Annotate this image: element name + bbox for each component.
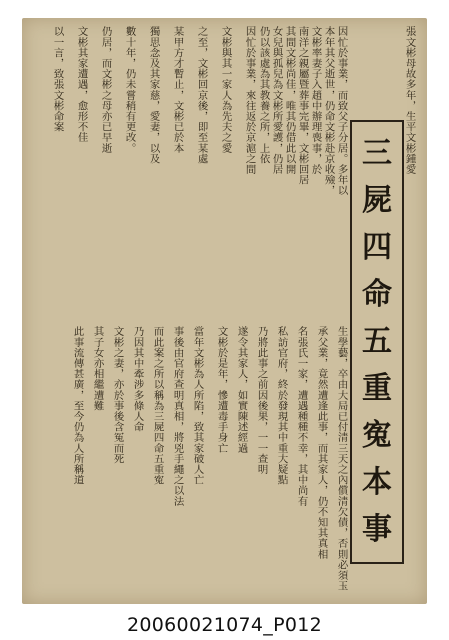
text-column: 仍以該處為其教養之所，上依: [257, 26, 270, 164]
title-char: 事: [362, 512, 392, 548]
text-column: 遂令其家人，如實陳述經過: [235, 326, 248, 454]
text-column: 南洋之親屬暨葬事完畢，文彬回居: [296, 26, 309, 185]
title-char: 三: [362, 135, 392, 171]
text-column: 因忙於事業，而致父子分居。多年以: [335, 26, 348, 196]
text-column: 因忙於事業，來往返於京滬之間: [243, 26, 256, 175]
text-column: 數十年，仍未嘗稍有更改。: [123, 26, 136, 154]
title-char: 命: [362, 276, 392, 312]
text-column: 乃因其中牽涉多條人命: [131, 326, 144, 432]
text-area: [30, 26, 416, 598]
title-char: 本: [362, 465, 392, 501]
title-box: [350, 120, 404, 564]
text-column: 而此案之所以稱為三屍四命五重寃: [151, 326, 164, 485]
image-caption: 20060021074_P012: [127, 614, 322, 636]
title-char: 五: [362, 323, 392, 359]
text-column: 某甲方才暫止，文彬已於本: [171, 26, 184, 154]
text-column: 生學藝，卒由大局已付清三天之內償清欠債，否則必須玉: [335, 326, 348, 591]
text-column: 以一言，致張文彬命案: [51, 26, 64, 132]
text-column: 當年文彬為人所陷，致其家破人亡: [191, 326, 204, 485]
title-char: 寃: [362, 418, 392, 454]
text-column: 張文彬母故多年，生平文彬鍾愛: [403, 26, 416, 175]
text-column: 文彬與其一家人為先夫之愛: [219, 26, 232, 154]
text-column: 本年其父逝世，仍命文彬赴京收殮，: [322, 26, 335, 196]
text-column: 事後由官府查明真相，將兇手繩之以法: [171, 326, 184, 507]
text-column: 其子女亦相繼遭難: [91, 326, 104, 411]
title-char: 屍: [362, 182, 392, 218]
text-column: 文彬於是年，慘遭毒手身亡: [215, 326, 228, 454]
text-column: 乃將此事之前因後果，一一查明: [255, 326, 268, 475]
text-column: 文彬率妻子入趙中辦理喪事，於: [309, 26, 322, 175]
text-column: 文彬其家遭遇，愈形不佳: [75, 26, 88, 143]
text-column: 之至，文彬回京後，即至某處: [195, 26, 208, 164]
text-column: 其間文彬尚佳，唯其仍借此以開: [283, 26, 296, 175]
text-column: 承父業，竟然遭逢此事，而其家人，仍不知其真相: [315, 326, 328, 560]
text-column: 獨思念及其家慈，愛妻，以及: [147, 26, 160, 164]
text-column: 名張氏一家，遭遇種種不幸，其中尚有: [295, 326, 308, 507]
document-sheet: [22, 18, 427, 604]
text-column: 文彬之妻，亦於事後含冤而死: [111, 326, 124, 464]
title-char: 四: [362, 229, 392, 265]
text-column: 仍居，而文彬之母亦已早逝: [99, 26, 112, 154]
text-column: 私訪官府，終於發現其中重大疑點: [275, 326, 288, 485]
text-column: 女兒與孤兒為文彬所愛護，仍居: [270, 26, 283, 175]
text-column: 此事流傳甚廣，至今仍為人所稱道: [71, 326, 84, 485]
title-char: 重: [362, 371, 392, 407]
